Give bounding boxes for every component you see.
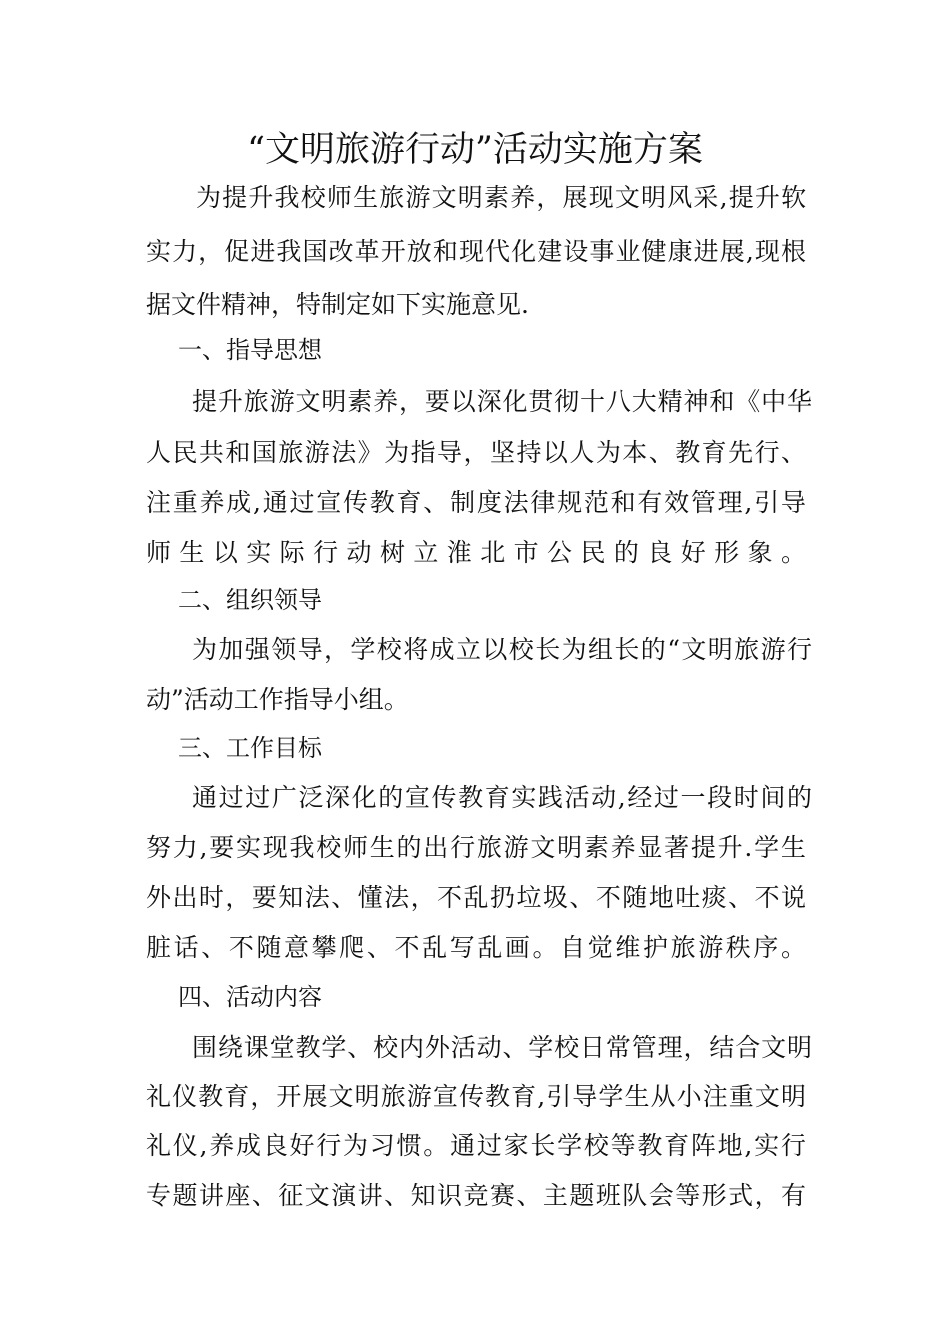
paragraph-line: 提升旅游文明素养，要以深化贯彻十八大精神和《中华 xyxy=(192,387,813,416)
paragraph-line: 努力,要实现我校师生的出行旅游文明素养显著提升.学生 xyxy=(146,833,808,862)
section-heading-activity-content: 四、活动内容 xyxy=(178,983,322,1011)
intro-line: 实力，促进我国改革开放和现代化建设事业健康进展,现根 xyxy=(146,237,808,266)
section-heading-guiding-thought: 一、指导思想 xyxy=(178,336,322,364)
paragraph-line: 为加强领导，学校将成立以校长为组长的“文明旅游行 xyxy=(192,635,814,664)
document-title: “文明旅游行动”活动实施方案 xyxy=(247,130,703,170)
intro-line: 为提升我校师生旅游文明素养，展现文明风采,提升软 xyxy=(196,183,808,212)
paragraph-line: 注重养成,通过宣传教育、制度法律规范和有效管理,引导 xyxy=(146,488,808,517)
paragraph-line: 动”活动工作指导小组。 xyxy=(146,685,409,714)
paragraph-line: 围绕课堂教学、校内外活动、学校日常管理，结合文明 xyxy=(192,1033,813,1062)
paragraph-line: 人民共和国旅游法》为指导，坚持以人为本、教育先行、 xyxy=(146,438,808,467)
intro-line: 据文件精神，特制定如下实施意见. xyxy=(146,290,529,319)
paragraph-line: 礼仪教育，开展文明旅游宣传教育,引导学生从小注重文明 xyxy=(146,1082,808,1111)
section-heading-organization: 二、组织领导 xyxy=(178,586,322,614)
paragraph-line: 礼仪,养成良好行为习惯。通过家长学校等教育阵地,实行 xyxy=(146,1131,808,1160)
paragraph-line: 外出时，要知法、懂法，不乱扔垃圾、不随地吐痰、不说 xyxy=(146,883,808,912)
paragraph-line: 通过过广泛深化的宣传教育实践活动,经过一段时间的 xyxy=(192,783,814,812)
paragraph-line: 专题讲座、征文演讲、知识竞赛、主题班队会等形式，有 xyxy=(146,1181,808,1210)
paragraph-line: 脏话、不随意攀爬、不乱写乱画。自觉维护旅游秩序。 xyxy=(146,933,809,962)
section-heading-work-goals: 三、工作目标 xyxy=(178,734,322,762)
paragraph-line: 师生以实际行动树立淮北市公民的良好形象。 xyxy=(146,538,815,567)
